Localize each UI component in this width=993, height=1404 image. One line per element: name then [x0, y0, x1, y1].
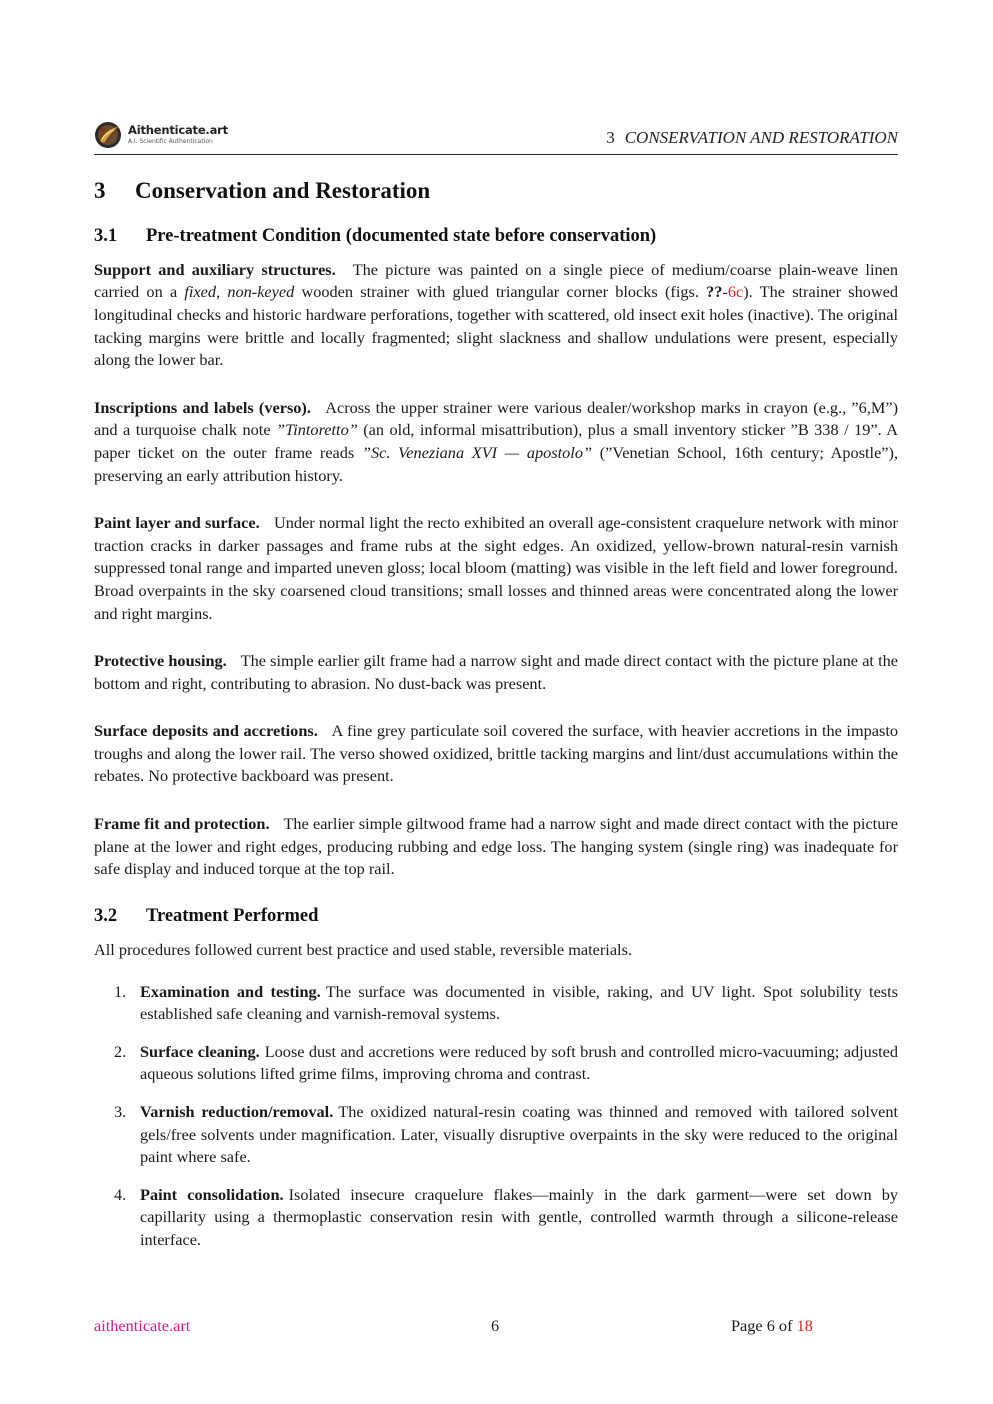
list-item-lead: Examination and testing.	[140, 981, 321, 1001]
list-item	[94, 1041, 898, 1086]
brush-logo-icon	[94, 121, 122, 149]
subsection-number: 3.1	[94, 225, 118, 246]
running-head-number: 3	[606, 128, 615, 147]
paragraph-inscriptions	[94, 397, 898, 487]
paragraph-text: The simple earlier gilt frame had a narrow sight and made direct contact with the picture plane at the bottom and right, contributing to abrasion. No dust-back was present.	[94, 651, 899, 693]
list-item-text: Isolated insecure craquelure flakes—mainly in the dark garment—were set down by capillarity using a thermoplastic conservation resin with gentle, controlled warmth through a silicone-release interface.	[140, 1184, 899, 1249]
list-item-text: Loose dust and accretions were reduced by soft brush and controlled micro-vacuuming; adjusted aqueous solutions lifted grime films, improving chroma and contrast.	[140, 1041, 898, 1084]
subsection-title: Treatment Performed	[146, 905, 319, 926]
unresolved-figure-ref: ??	[706, 282, 723, 302]
paragraph-text: A fine grey particulate soil covered the surface, with heavier accretions in the impasto troughs and along the lower rail. The verso showed oxidized, brittle tacking margins and lint/dust accumulations within the rebates. No protective backboard was present.	[94, 721, 898, 786]
subsection-heading-3-2	[94, 905, 898, 927]
list-item-lead: Paint consolidation.	[140, 1184, 284, 1204]
paragraph-lead: Surface deposits and accretions.	[94, 721, 318, 741]
subsection-number: 3.2	[94, 905, 118, 926]
section-title: Conservation and Restoration	[135, 178, 431, 203]
paragraph-text: Across the upper strainer were various dealer/workshop marks in crayon (e.g., ”6,M”) and a turquoise chalk note	[94, 397, 898, 440]
running-head-title: CONSERVATION AND RESTORATION	[624, 128, 898, 147]
list-item-lead: Surface cleaning.	[140, 1041, 260, 1061]
list-item-number: 3.	[114, 1102, 127, 1121]
footer-page-count	[731, 1316, 813, 1336]
list-item-text: The oxidized natural-resin coating was thinned and removed with tailored solvent gels/free solvents under magnification. Later, visually disruptive overpaints in the sky were reduced to the original paint where safe.	[140, 1102, 898, 1167]
brand-logo	[94, 120, 228, 150]
paragraph-lead: Support and auxiliary structures.	[94, 259, 336, 279]
paragraph-deposits	[94, 720, 898, 788]
list-item-number: 1.	[114, 981, 127, 1001]
running-head	[606, 128, 898, 148]
list-item-lead: Varnish reduction/removal.	[140, 1102, 334, 1121]
ref-dash: -	[722, 282, 728, 302]
page-header	[94, 118, 898, 155]
page-footer	[94, 1316, 898, 1340]
subsection-heading-3-1	[94, 225, 898, 247]
subsection-title: Pre-treatment Condition (documented state before conservation)	[146, 225, 657, 246]
paragraph-text: Under normal light the recto exhibited an overall age-consistent craquelure network with minor traction cracks in darker passages and frame rubs at the sight edges. An oxidized, yellow-brown natural-resin varnish suppressed tonal range and imparted uneven gloss; local bloom (matting) was visible in the left field and lower foreground. Broad overpaints in the sky coarsened cloud transitions; small losses and thinned areas were concentrated along the lower and right margins.	[94, 513, 898, 623]
paragraph-emphasis: fixed, non-keyed	[184, 282, 295, 302]
paragraph-frame-fit	[94, 813, 898, 881]
paragraph-emphasis: ”Sc. Veneziana XVI — apostolo”	[361, 442, 593, 462]
section-heading	[94, 177, 898, 205]
logo-tagline: A.I. Scientific Authentication	[128, 137, 213, 145]
paragraph-text: wooden strainer with glued triangular corner blocks (figs.	[294, 282, 707, 302]
list-item	[94, 1184, 898, 1252]
paragraph-text: (”Venetian School, 16th century; Apostle”), preserving an early attribution history.	[94, 442, 899, 485]
list-item-text: The surface was documented in visible, raking, and UV light. Spot solubility tests established safe cleaning and varnish-removal systems.	[140, 981, 898, 1024]
list-item-number: 2.	[114, 1041, 127, 1061]
list-item	[94, 1101, 898, 1169]
paragraph-lead: Frame fit and protection.	[94, 814, 270, 834]
paragraph-lead: Protective housing.	[94, 651, 227, 671]
treatment-list	[94, 981, 898, 1252]
page-total-link[interactable]: 18	[796, 1316, 813, 1335]
footer-site-link[interactable]: aithenticate.art	[94, 1316, 191, 1335]
paragraph-housing	[94, 650, 898, 695]
paragraph-text: The earlier simple giltwood frame had a narrow sight and made direct contact with the picture plane at the lower and right edges, producing rubbing and edge loss. The hanging system (single ring) was inadequate for safe display and induced torque at the top rail.	[94, 814, 898, 879]
footer-page-number: 6	[491, 1316, 500, 1335]
paragraph-text: (an old, informal misattribution), plus a small inventory sticker ”B 338 / 19”. A paper ticket on the outer frame reads	[94, 420, 898, 462]
paragraph-paint-layer	[94, 512, 898, 625]
paragraph-lead: Inscriptions and labels (verso).	[94, 397, 311, 417]
paragraph-support	[94, 259, 898, 372]
list-item-number: 4.	[114, 1184, 127, 1204]
main-content	[94, 170, 898, 1252]
logo-name: Aithenticate.art	[128, 123, 228, 138]
section-number: 3	[94, 178, 106, 203]
paragraph-lead: Paint layer and surface.	[94, 513, 260, 533]
paragraph-text: The picture was painted on a single piece of medium/coarse plain-weave linen carried on a	[94, 259, 898, 302]
paragraph-emphasis: ”Tintoretto”	[276, 420, 358, 440]
page-label: Page 6 of	[731, 1316, 793, 1335]
figure-link-6c[interactable]: 6c	[727, 282, 744, 302]
treatment-intro: All procedures followed current best practice and used stable, reversible materials.	[94, 940, 632, 960]
paragraph-text: ). The strainer showed longitudinal checks and historic hardware perforations, together with scattered, old insect exit holes (inactive). The original tacking margins were brittle and locally fragmented; slight slackness and shallow undulations were present, especially along the lower bar.	[94, 282, 898, 370]
list-item	[94, 981, 898, 1026]
